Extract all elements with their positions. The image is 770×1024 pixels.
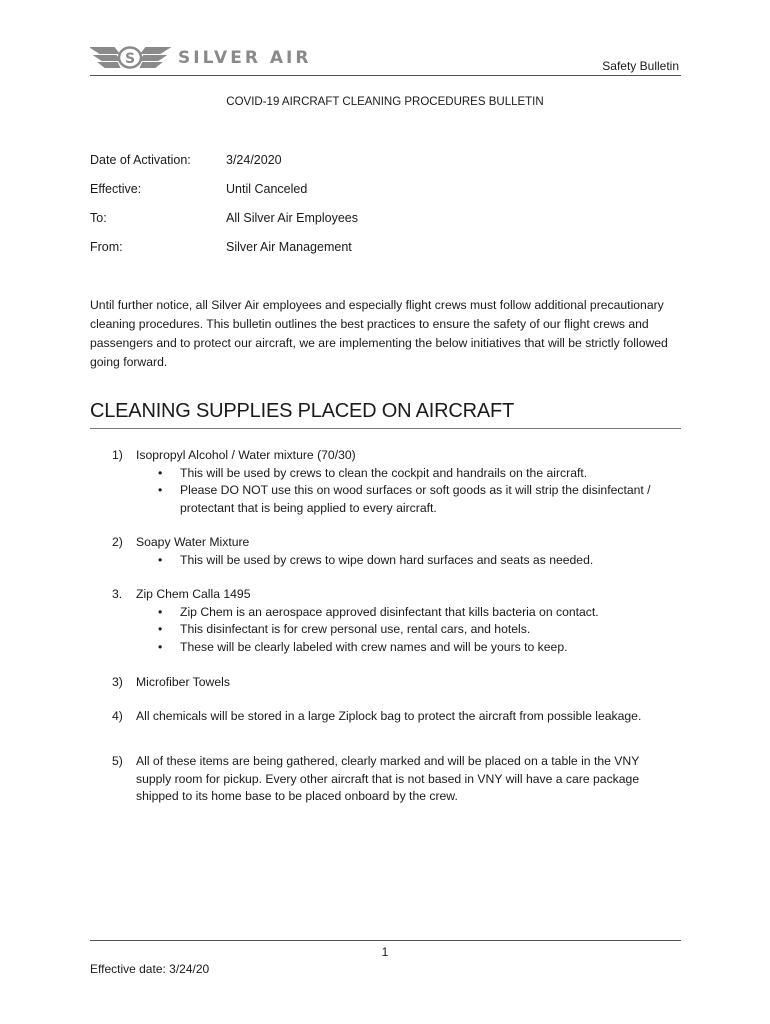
sub-bullet: • This disinfectant is for crew personal use, rental cars, and hotels. xyxy=(158,621,682,639)
item-text: Isopropyl Alcohol / Water mixture (70/30) xyxy=(136,448,356,462)
item-number: 1) xyxy=(112,448,123,462)
meta-value: All Silver Air Employees xyxy=(226,211,358,225)
list-item-4 xyxy=(112,674,682,692)
meta-row-from xyxy=(90,240,352,254)
meta-label: Effective: xyxy=(90,182,142,196)
footer-effective-date: Effective date: 3/24/20 xyxy=(90,962,210,976)
list-item-2 xyxy=(112,534,682,569)
meta-row-to xyxy=(90,211,358,225)
svg-text:S: S xyxy=(124,51,136,67)
meta-value: Until Canceled xyxy=(226,182,308,196)
sub-bullet: • This will be used by crews to clean the cockpit and handrails on the aircraft. xyxy=(158,465,682,483)
meta-value: 3/24/2020 xyxy=(226,153,282,167)
list-item-6 xyxy=(112,753,682,806)
meta-row-date xyxy=(90,153,282,167)
meta-label: To: xyxy=(90,211,107,225)
item-number: 2) xyxy=(112,535,123,549)
meta-label: Date of Activation: xyxy=(90,153,191,167)
footer-divider xyxy=(90,940,681,941)
item-text: Soapy Water Mixture xyxy=(136,535,250,549)
intro-paragraph: Until further notice, all Silver Air employees and especially flight crews must follow additional precautionary cleaning procedures. This bulletin outlines the best practices to ensure the safety of our flight crews and passengers and to protect our aircraft, we are implementing the below initiatives that will be strictly followed going forward. xyxy=(90,298,668,369)
item-text: Microfiber Towels xyxy=(136,675,230,689)
meta-label: From: xyxy=(90,240,123,254)
meta-row-effective xyxy=(90,182,307,196)
sub-bullet: • Zip Chem is an aerospace approved disinfectant that kills bacteria on contact. xyxy=(158,604,682,622)
list-item-5 xyxy=(112,708,682,726)
sub-bullet: • Please DO NOT use this on wood surfaces or soft goods as it will strip the disinfectant / protectant that is being applied to every aircraft. xyxy=(158,482,682,517)
header-label: Safety Bulletin xyxy=(602,59,679,73)
list-item-3 xyxy=(112,586,682,656)
item-text: Zip Chem Calla 1495 xyxy=(136,587,251,601)
sub-bullet: • These will be clearly labeled with crew names and will be yours to keep. xyxy=(158,639,682,657)
item-number: 3) xyxy=(112,675,123,689)
item-number: 5) xyxy=(112,754,123,768)
section-heading: CLEANING SUPPLIES PLACED ON AIRCRAFT xyxy=(90,400,515,422)
section-divider xyxy=(90,428,681,429)
item-number: 4) xyxy=(112,709,123,723)
item-number: 3. xyxy=(112,587,123,601)
meta-value: Silver Air Management xyxy=(226,240,352,254)
header-divider xyxy=(90,75,681,76)
document-title: COVID-19 AIRCRAFT CLEANING PROCEDURES BULLETIN xyxy=(226,96,544,108)
sub-bullet: • This will be used by crews to wipe down hard surfaces and seats as needed. xyxy=(158,552,682,570)
item-text: All chemicals will be stored in a large Ziplock bag to protect the aircraft from possible leakage. xyxy=(136,709,642,723)
list-item-1 xyxy=(112,447,682,517)
logo-wordmark: SILVER AIR xyxy=(178,48,312,68)
item-text: All of these items are being gathered, clearly marked and will be placed on a table in the VNY supply room for pickup. Every other aircraft that is not based in VNY will have a care package shipped to its home base to be placed onboard by the crew. xyxy=(136,754,640,803)
page-number: 1 xyxy=(381,945,389,959)
